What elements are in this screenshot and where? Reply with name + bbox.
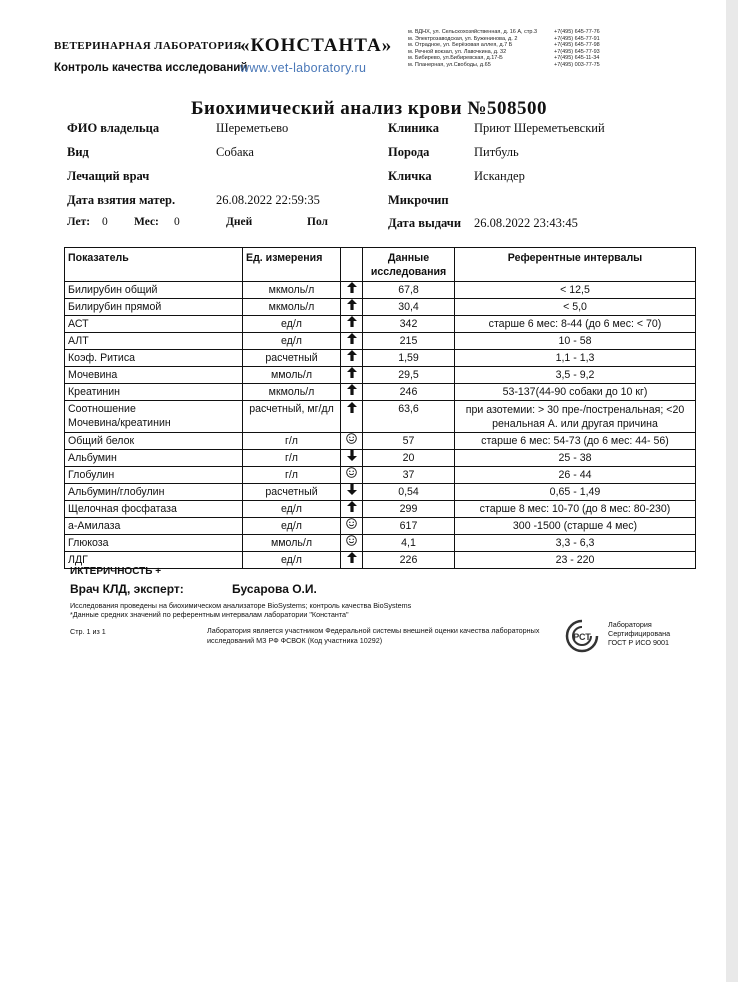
certification-text xyxy=(608,620,670,647)
certification-seal-icon xyxy=(561,619,603,653)
table-row xyxy=(65,518,696,535)
nickname-value: Искандер xyxy=(474,169,525,183)
address-item: м. Планерная, ул.Свободы, д.65 xyxy=(408,61,491,68)
parameter-name: Соотношение xyxy=(68,403,136,415)
unit-cell: ед/л xyxy=(243,501,341,518)
col-header-reference: Референтные интервалы xyxy=(455,248,696,282)
table-row xyxy=(65,333,696,350)
col-header-unit: Ед. измерения xyxy=(243,248,341,282)
smile-icon xyxy=(341,433,363,450)
unit-cell: мкмоль/л xyxy=(243,282,341,299)
table-row xyxy=(65,450,696,467)
address-item: м. Электрозаводская, ул. Бужениновa, д. 2 xyxy=(408,35,518,42)
reference-range: старше 6 мес: 54-73 (до 6 мес: 44- 56) xyxy=(481,434,669,447)
reference-range: 53-137(44-90 собаки до 10 кг) xyxy=(502,385,648,398)
parameter-cell xyxy=(65,333,243,350)
phone-item: +7(495) 645-77-98 xyxy=(554,42,600,49)
up-arrow-icon xyxy=(341,552,363,569)
address-item: м. Бибирево, ул.Бибиревская, д.17-Б xyxy=(408,55,503,62)
owner-value: Шереметьево xyxy=(216,121,289,135)
cert-line: Лаборатория xyxy=(608,620,652,629)
reference-cell xyxy=(455,433,696,450)
parameter-cell xyxy=(65,350,243,367)
reference-cell xyxy=(455,333,696,350)
sample-date-value: 26.08.2022 22:59:35 xyxy=(216,193,320,207)
table-row xyxy=(65,367,696,384)
col-header-result: Данные исследования xyxy=(363,248,455,282)
table-row xyxy=(65,282,696,299)
parameter-cell xyxy=(65,501,243,518)
result-value: 215 xyxy=(363,333,455,350)
up-arrow-icon xyxy=(341,350,363,367)
reference-range: 23 - 220 xyxy=(555,553,595,566)
address-item: м. ВДНХ, ул. Сельскохозяйственная, д. 16 А, стр.3 xyxy=(408,29,538,35)
parameter-name: Альбумин/глобулин xyxy=(68,485,165,498)
parameter-cell xyxy=(65,367,243,384)
up-arrow-icon xyxy=(341,501,363,518)
reference-cell xyxy=(455,518,696,535)
result-value: 37 xyxy=(363,467,455,484)
reference-cell xyxy=(455,282,696,299)
cert-line: Сертифицирована xyxy=(608,629,671,638)
reference-cell xyxy=(455,467,696,484)
parameter-name: Коэф. Ритиса xyxy=(68,351,136,364)
parameter-name: Креатинин xyxy=(68,385,121,398)
parameter-cell xyxy=(65,484,243,501)
parameter-name: Глюкоза xyxy=(68,536,109,549)
parameter-cell xyxy=(65,401,243,433)
parameter-name: Глобулин xyxy=(68,468,115,481)
parameter-name: Общий белок xyxy=(68,434,135,447)
reference-cell xyxy=(455,316,696,333)
sex-label: Пол xyxy=(307,216,328,228)
reference-cell xyxy=(455,535,696,552)
phone-item: +7(495) 645-11-34 xyxy=(554,55,600,62)
table-row xyxy=(65,484,696,501)
table-row xyxy=(65,433,696,450)
unit-cell: г/л xyxy=(243,450,341,467)
reference-range: 10 - 58 xyxy=(558,334,592,347)
report-title: Биохимический анализ крови №508500 xyxy=(191,98,547,119)
unit-cell: расчетный, мг/дл xyxy=(243,401,341,433)
breed-label: Порода xyxy=(388,145,430,159)
up-arrow-icon xyxy=(341,333,363,350)
unit-cell: ммоль/л xyxy=(243,367,341,384)
parameter-name-line2: Мочевина/креатинин xyxy=(68,417,171,429)
reference-cell xyxy=(455,552,696,569)
unit-cell: ед/л xyxy=(243,333,341,350)
parameter-cell xyxy=(65,450,243,467)
parameter-cell xyxy=(65,535,243,552)
issue-date-label: Дата выдачи xyxy=(388,216,462,230)
parameter-cell xyxy=(65,316,243,333)
parameter-name: Альбумин xyxy=(68,451,117,464)
species-label: Вид xyxy=(67,145,89,159)
parameter-cell xyxy=(65,299,243,316)
months-value: 0 xyxy=(174,216,180,228)
page-edge xyxy=(726,0,738,982)
result-value: 299 xyxy=(363,501,455,518)
parameter-name: а-Амилаза xyxy=(68,519,121,532)
table-row xyxy=(65,535,696,552)
expert-label: Врач КЛД, эксперт: xyxy=(70,582,184,596)
nickname-label: Кличка xyxy=(388,169,432,183)
down-arrow-icon xyxy=(341,450,363,467)
result-value: 0,54 xyxy=(363,484,455,501)
parameter-name: Билирубин прямой xyxy=(68,300,162,313)
unit-cell: ммоль/л xyxy=(243,535,341,552)
reference-note: *Данные средних значений по референтным интервалам лаборатории "Константа" xyxy=(70,610,349,619)
breed-value: Питбуль xyxy=(474,145,519,159)
unit-cell: ед/л xyxy=(243,518,341,535)
unit-cell: мкмоль/л xyxy=(243,384,341,401)
reference-cell xyxy=(455,384,696,401)
unit-cell: ед/л xyxy=(243,552,341,569)
phone-item: +7(495) 003-77-75 xyxy=(554,61,600,68)
reference-range: 300 -1500 (старше 4 мес) xyxy=(512,519,638,532)
result-value: 30,4 xyxy=(363,299,455,316)
reference-cell xyxy=(455,501,696,518)
parameter-name: Мочевина xyxy=(68,368,118,381)
parameter-cell xyxy=(65,518,243,535)
up-arrow-icon xyxy=(341,367,363,384)
clinic-value: Приют Шереметьевский xyxy=(474,121,605,135)
parameter-name: ЛДГ xyxy=(68,553,88,566)
phone-item: +7(495) 645-77-91 xyxy=(554,35,600,42)
reference-range: 26 - 44 xyxy=(558,468,592,481)
table-row xyxy=(65,350,696,367)
result-value: 4,1 xyxy=(363,535,455,552)
table-row xyxy=(65,316,696,333)
sample-date-label: Дата взятия матер. xyxy=(67,193,176,207)
unit-cell: г/л xyxy=(243,467,341,484)
result-value: 342 xyxy=(363,316,455,333)
unit-cell: мкмоль/л xyxy=(243,299,341,316)
years-value: 0 xyxy=(102,216,108,228)
reference-range: < 5,0 xyxy=(563,300,587,313)
reference-range: при азотемии: > 30 пре-/постренальная; <20 xyxy=(465,403,685,416)
fsvok-note: Лаборатория является участником Федеральной системы внешней оценки качества лабораторных исследований МЗ РФ ФСВОК (Код участника 10292) xyxy=(207,626,540,645)
up-arrow-icon xyxy=(341,384,363,401)
smile-icon xyxy=(341,467,363,484)
unit-cell: г/л xyxy=(243,433,341,450)
reference-range: 3,3 - 6,3 xyxy=(555,536,595,549)
expert-name: Бусарова О.И. xyxy=(232,582,317,596)
analyzer-note: Исследования проведены на биохимическом анализаторе BioSystems; контроль качества BioSystems xyxy=(70,601,412,610)
reference-cell xyxy=(455,450,696,467)
reference-range: 1,1 - 1,3 xyxy=(555,351,595,364)
unit-cell: ед/л xyxy=(243,316,341,333)
lab-name: «КОНСТАНТА» xyxy=(240,35,393,56)
lab-prefix: ВЕТЕРИНАРНАЯ ЛАБОРАТОРИЯ xyxy=(54,40,242,52)
down-arrow-icon xyxy=(341,484,363,501)
col-header-parameter: Показатель xyxy=(65,248,243,282)
result-value: 29,5 xyxy=(363,367,455,384)
parameter-cell xyxy=(65,433,243,450)
parameter-cell xyxy=(65,282,243,299)
years-label: Лет: xyxy=(67,216,91,228)
reference-cell xyxy=(455,367,696,384)
parameter-name: АЛТ xyxy=(68,334,89,347)
result-value: 226 xyxy=(363,552,455,569)
address-list xyxy=(408,29,537,69)
results-table xyxy=(64,247,696,569)
smile-icon xyxy=(341,518,363,535)
table-row xyxy=(65,401,696,433)
reference-range: < 12,5 xyxy=(560,283,590,296)
issue-date-value: 26.08.2022 23:43:45 xyxy=(474,216,578,230)
unit-cell: расчетный xyxy=(243,484,341,501)
months-label: Мес: xyxy=(134,216,159,228)
result-value: 20 xyxy=(363,450,455,467)
parameter-name: Щелочная фосфатаза xyxy=(68,502,177,515)
quality-control-text: Контроль качества исследований xyxy=(54,62,248,74)
up-arrow-icon xyxy=(341,299,363,316)
table-row xyxy=(65,501,696,518)
parameter-cell xyxy=(65,467,243,484)
cert-line: ГОСТ Р ИСО 9001 xyxy=(608,638,669,647)
clinic-label: Клиника xyxy=(388,121,439,135)
parameter-name: Билирубин общий xyxy=(68,283,158,296)
phone-list xyxy=(554,29,600,69)
result-value: 57 xyxy=(363,433,455,450)
reference-cell xyxy=(455,299,696,316)
result-value: 1,59 xyxy=(363,350,455,367)
days-label: Дней xyxy=(226,216,253,228)
smile-icon xyxy=(341,535,363,552)
lab-website-link[interactable]: www.vet-laboratory.ru xyxy=(240,61,367,75)
result-value: 246 xyxy=(363,384,455,401)
col-header-flag xyxy=(341,248,363,282)
reference-range-line2: ренальная А. или другая причина xyxy=(492,417,658,430)
page-number: Стр. 1 из 1 xyxy=(70,627,106,636)
reference-range: старше 6 мес: 8-44 (до 6 мес: < 70) xyxy=(488,317,662,330)
result-value: 67,8 xyxy=(363,282,455,299)
table-header-row xyxy=(65,248,696,282)
reference-cell xyxy=(455,350,696,367)
reference-range: 3,5 - 9,2 xyxy=(555,368,595,381)
parameter-name: АСТ xyxy=(68,317,89,330)
seal-text: РСТ xyxy=(573,632,591,642)
microchip-label: Микрочип xyxy=(388,193,449,207)
reference-range: 0,65 - 1,49 xyxy=(549,485,601,498)
up-arrow-icon xyxy=(341,401,363,433)
owner-label: ФИО владельца xyxy=(67,121,160,135)
phone-item: +7(495) 645-77-93 xyxy=(554,48,600,55)
table-row xyxy=(65,384,696,401)
species-value: Собака xyxy=(216,145,254,159)
reference-cell xyxy=(455,401,696,433)
unit-cell: расчетный xyxy=(243,350,341,367)
parameter-cell xyxy=(65,384,243,401)
table-row xyxy=(65,299,696,316)
result-value: 63,6 xyxy=(363,401,455,433)
reference-range: 25 - 38 xyxy=(558,451,592,464)
reference-range: старше 8 мес: 10-70 (до 8 мес: 80-230) xyxy=(479,502,671,515)
result-value: 617 xyxy=(363,518,455,535)
address-item: м. Речной вокзал, ул. Лавочкина, д. 32 xyxy=(408,48,507,55)
up-arrow-icon xyxy=(341,316,363,333)
up-arrow-icon xyxy=(341,282,363,299)
doctor-label: Лечащий врач xyxy=(67,169,150,183)
icterus-note: ИКТЕРИЧНОСТЬ + xyxy=(70,566,162,577)
phone-item: +7(495) 645-77-76 xyxy=(554,29,600,35)
address-item: м. Отрадное, ул. Берёзовая аллея, д.7 Б xyxy=(408,42,513,49)
reference-cell xyxy=(455,484,696,501)
table-row xyxy=(65,467,696,484)
